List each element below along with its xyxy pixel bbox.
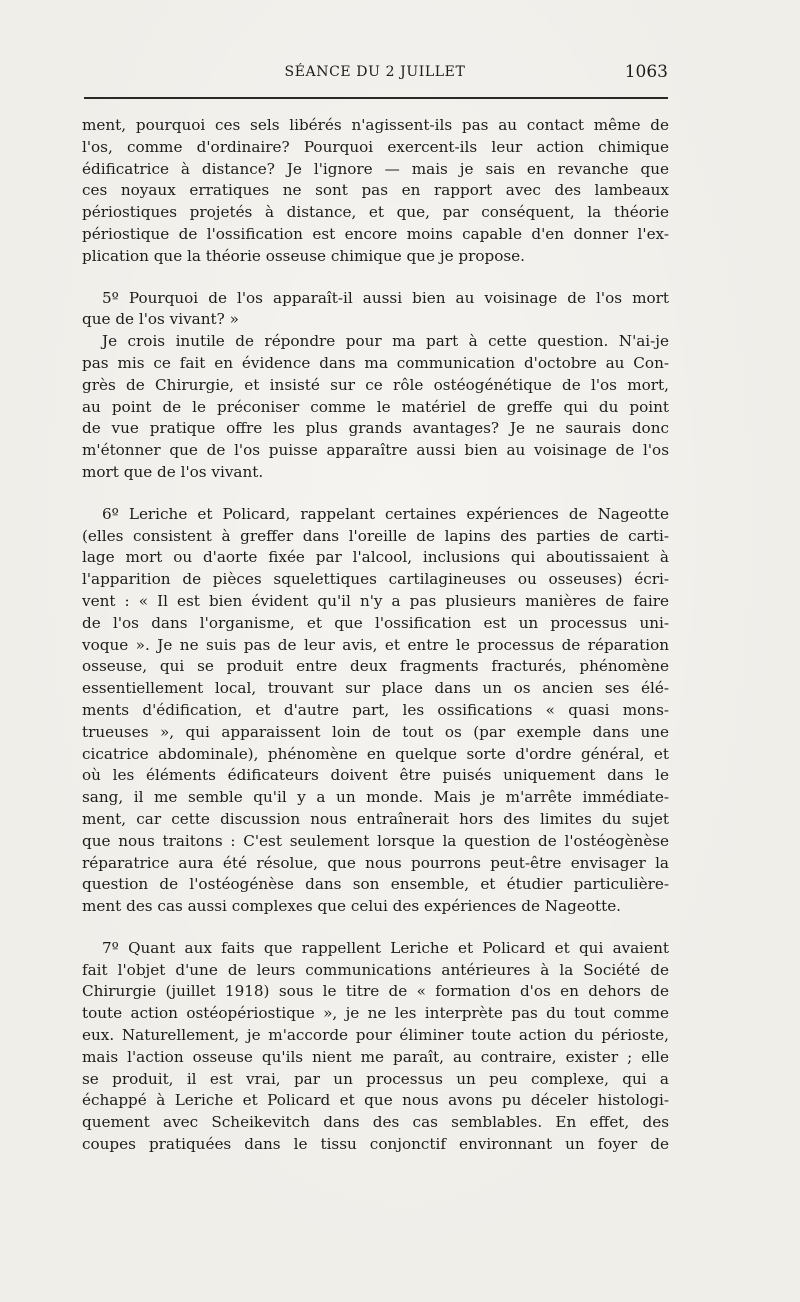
text-line: sang, il me semble qu'il y a un monde. Mais je m'arrête immédiate- xyxy=(82,788,669,807)
text-line: de l'os dans l'organisme, et que l'ossification est un processus uni- xyxy=(82,613,669,632)
text-line: essentiellement local, trouvant sur place dans un os ancien ses élé- xyxy=(82,679,669,698)
text-line: que nous traitons : C'est seulement lorsque la question de l'ostéogènèse xyxy=(82,831,669,850)
text-line: plication que la théorie osseuse chimique que je propose. xyxy=(82,246,525,265)
text-line: coupes pratiquées dans le tissu conjonctif environnant un foyer de xyxy=(82,1135,669,1154)
text-line: que de l'os vivant? » xyxy=(82,310,239,329)
text-line: mais l'action osseuse qu'ils nient me paraît, au contraire, exister ; elle xyxy=(82,1047,669,1066)
paragraph xyxy=(82,504,669,918)
text-line: se produit, il est vrai, par un processus un peu complexe, qui a xyxy=(82,1069,669,1088)
text-line: (elles consistent à greffer dans l'oreille de lapins des parties de carti- xyxy=(82,526,669,545)
paragraph xyxy=(82,938,669,1156)
page-header xyxy=(82,62,668,84)
running-head: SÉANCE DU 2 JUILLET xyxy=(284,64,466,80)
text-line: Chirurgie (juillet 1918) sous le titre de « formation d'os en dehors de xyxy=(82,982,669,1001)
text-line: trueuses », qui apparaissent loin de tout os (par exemple dans une xyxy=(82,722,669,741)
text-line: ment des cas aussi complexes que celui des expériences de Nageotte. xyxy=(82,897,622,916)
text-line: de vue pratique offre les plus grands avantages? Je ne saurais donc xyxy=(82,419,669,438)
text-line: où les éléments édificateurs doivent être puisés uniquement dans le xyxy=(82,766,669,785)
text-line: m'étonner que de l'os puisse apparaître aussi bien au voisinage de l'os xyxy=(82,441,669,460)
paragraph xyxy=(82,288,669,332)
text-line: voque ». Je ne suis pas de leur avis, et entre le processus de réparation xyxy=(82,635,669,654)
text-line: l'os, comme d'ordinaire? Pourquoi exercent-ils leur action chimique xyxy=(82,137,669,156)
text-line: grès de Chirurgie, et insisté sur ce rôle ostéogénétique de l'os mort, xyxy=(82,375,669,394)
text-line: édificatrice à distance? Je l'ignore — mais je sais en revanche que xyxy=(82,159,669,178)
text-line: fait l'objet d'une de leurs communications antérieures à la Société de xyxy=(82,960,669,979)
text-line: 6º Leriche et Policard, rappelant certaines expériences de Nageotte xyxy=(102,504,669,523)
text-line: ment, car cette discussion nous entraînerait hors des limites du sujet xyxy=(82,809,669,828)
text-line: vent : « Il est bien évident qu'il n'y a pas plusieurs manières de faire xyxy=(82,591,669,610)
paragraph xyxy=(82,331,669,484)
text-line: échappé à Leriche et Policard et que nous avons pu déceler histologi- xyxy=(82,1091,669,1110)
text-line: mort que de l'os vivant. xyxy=(82,462,264,481)
page-number: 1063 xyxy=(624,62,668,82)
text-line: eux. Naturellement, je m'accorde pour éliminer toute action du périoste, xyxy=(82,1026,669,1045)
text-line: ces noyaux erratiques ne sont pas en rapport avec des lambeaux xyxy=(82,181,669,200)
text-line: 7º Quant aux faits que rappellent Leriche et Policard et qui avaient xyxy=(102,938,669,957)
paragraph-gap xyxy=(82,918,669,938)
text-line: 5º Pourquoi de l'os apparaît-il aussi bien au voisinage de l'os mort xyxy=(102,288,669,307)
paragraph xyxy=(82,115,669,268)
text-line: périostique de l'ossification est encore moins capable d'en donner l'ex- xyxy=(82,224,669,243)
header-rule xyxy=(84,97,668,99)
text-line: toute action ostéopériostique », je ne les interprète pas du tout comme xyxy=(82,1004,669,1023)
text-line: Je crois inutile de répondre pour ma part à cette question. N'ai-je xyxy=(102,332,669,351)
text-line: ment, pourquoi ces sels libérés n'agissent-ils pas au contact même de xyxy=(82,116,669,134)
paragraph-gap xyxy=(82,268,669,288)
text-line: question de l'ostéogénèse dans son ensemble, et étudier particulière- xyxy=(82,875,669,894)
text-line: cicatrice abdominale), phénomène en quelque sorte d'ordre général, et xyxy=(82,744,669,763)
text-line: ments d'édification, et d'autre part, les ossifications « quasi mons- xyxy=(82,700,669,719)
text-line: réparatrice aura été résolue, que nous pourrons peut-être envisager la xyxy=(82,853,669,872)
text-line: lage mort ou d'aorte fixée par l'alcool, inclusions qui aboutissaient à xyxy=(82,548,669,567)
text-line: au point de le préconiser comme le matériel de greffe qui du point xyxy=(82,397,669,416)
text-line: quement avec Scheikevitch dans des cas semblables. En effet, des xyxy=(82,1113,669,1132)
text-line: périostiques projetés à distance, et que, par conséquent, la théorie xyxy=(82,203,669,222)
text-line: l'apparition de pièces squelettiques cartilagineuses ou osseuses) écri- xyxy=(82,570,669,589)
text-line: pas mis ce fait en évidence dans ma communication d'octobre au Con- xyxy=(82,353,669,372)
body-text xyxy=(82,115,669,1156)
text-line: osseuse, qui se produit entre deux fragments fracturés, phénomène xyxy=(82,657,669,676)
paragraph-gap xyxy=(82,484,669,504)
